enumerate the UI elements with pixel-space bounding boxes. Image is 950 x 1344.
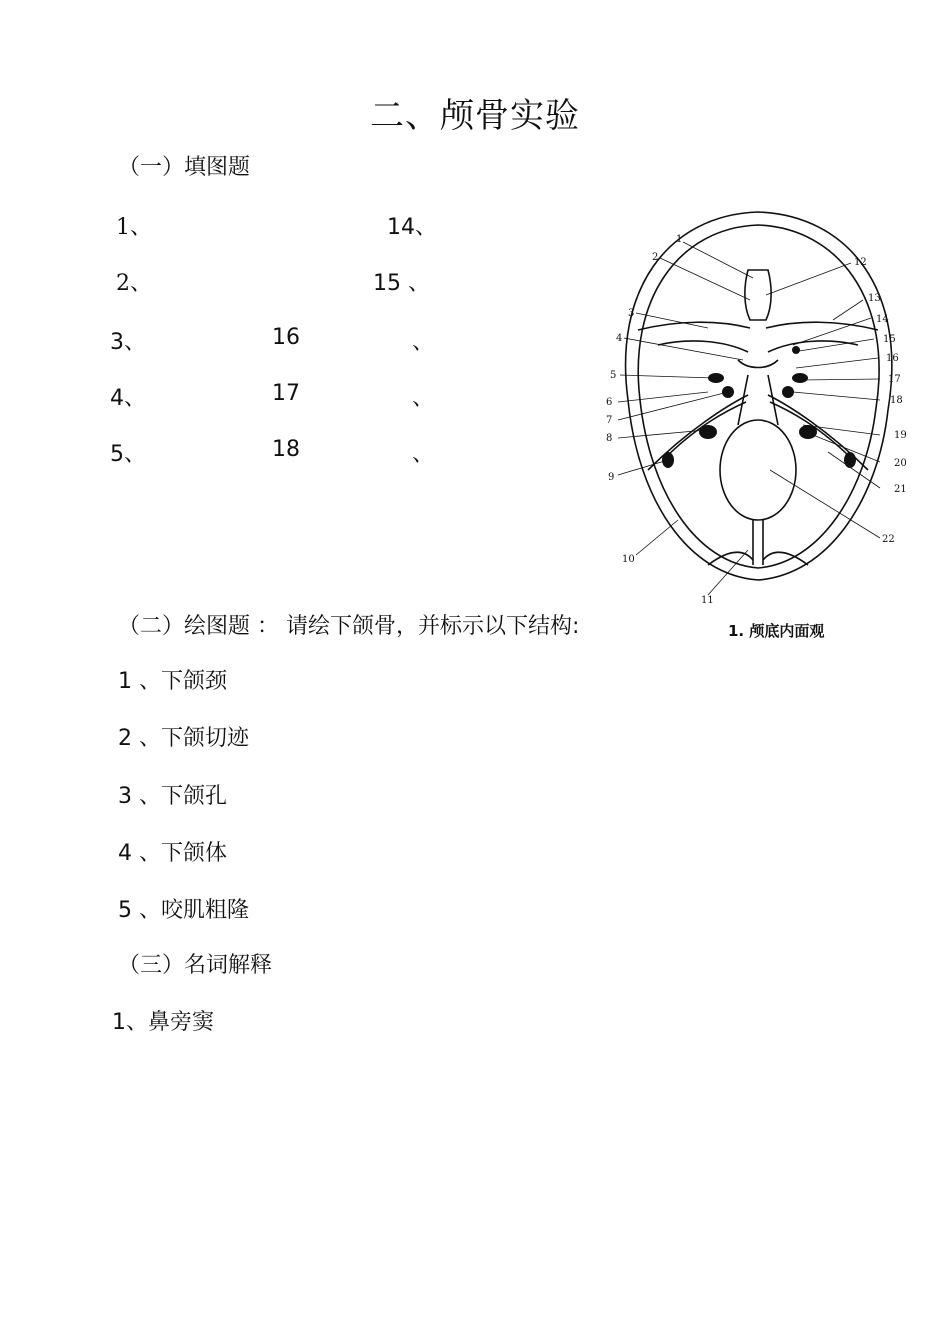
lesser-wing-left [638,322,750,330]
fig-label-12: 12 [854,257,867,268]
fig-label-19: 19 [894,430,907,441]
skull-base-drawing [588,170,928,650]
fig-label-10: 10 [622,554,635,565]
fig-label-2: 2 [652,252,659,263]
section3-heading: （三）名词解释 [118,953,273,978]
blank-right-15: 15 、 [373,271,430,296]
tail-mark-16: 、 [412,330,435,355]
blank-left-3: 3、 [110,330,146,355]
skull-base-figure [588,170,928,650]
fig-label-16: 16 [886,353,899,364]
section2-item-4: 4 、下颌体 [118,841,227,866]
section3-item-1: 1、鼻旁窦 [112,1010,214,1035]
blank-right-16: 16 [272,325,300,350]
blank-left-2: 2、 [116,271,152,296]
fig-label-21: 21 [894,484,907,495]
blank-left-4: 4、 [110,386,146,411]
tail-mark-18: 、 [412,442,435,467]
fig-label-20: 20 [894,458,907,469]
skull-outer-outline [626,212,892,580]
tail-mark-17: 、 [412,386,435,411]
lesser-wing-right [766,322,878,330]
section2-item-1: 1 、下颌颈 [118,669,227,694]
fig-label-17: 17 [888,374,901,385]
fig-label-13: 13 [868,293,881,304]
sella-turcica [738,360,778,368]
section1-heading: （一）填图题 [118,155,251,180]
foramen-magnum [720,420,796,520]
fig-label-15: 15 [883,334,896,345]
fig-label-18: 18 [890,395,903,406]
section2-item-5: 5 、咬肌粗隆 [118,898,249,923]
blank-left-1: 1、 [116,215,152,240]
blank-right-18: 18 [272,437,300,462]
section2-item-3: 3 、下颌孔 [118,784,227,809]
section2-heading: （二）绘图题 ： 请绘下颌骨，并标示以下结构: [118,614,580,639]
fig-label-4: 4 [616,333,623,344]
blank-right-17: 17 [272,381,300,406]
blank-right-14: 14、 [387,215,437,240]
page-title: 二、颅骨实验 [370,96,580,136]
fig-label-7: 7 [606,415,613,426]
fig-label-8: 8 [606,433,613,444]
section2-item-2: 2 、下颌切迹 [118,726,249,751]
blank-left-5: 5、 [110,442,146,467]
figure-caption: 1. 颅底内面观 [728,622,825,640]
fig-label-14: 14 [876,314,889,325]
fig-label-5: 5 [610,370,617,381]
fig-label-22: 22 [882,534,895,545]
fig-label-3: 3 [628,308,635,319]
fig-label-11: 11 [701,595,714,606]
clivus [738,375,778,425]
crista-galli [745,270,771,320]
occipital-crest [753,520,763,565]
fig-label-6: 6 [606,397,613,408]
fig-label-1: 1 [676,234,683,245]
fig-label-9: 9 [608,472,615,483]
